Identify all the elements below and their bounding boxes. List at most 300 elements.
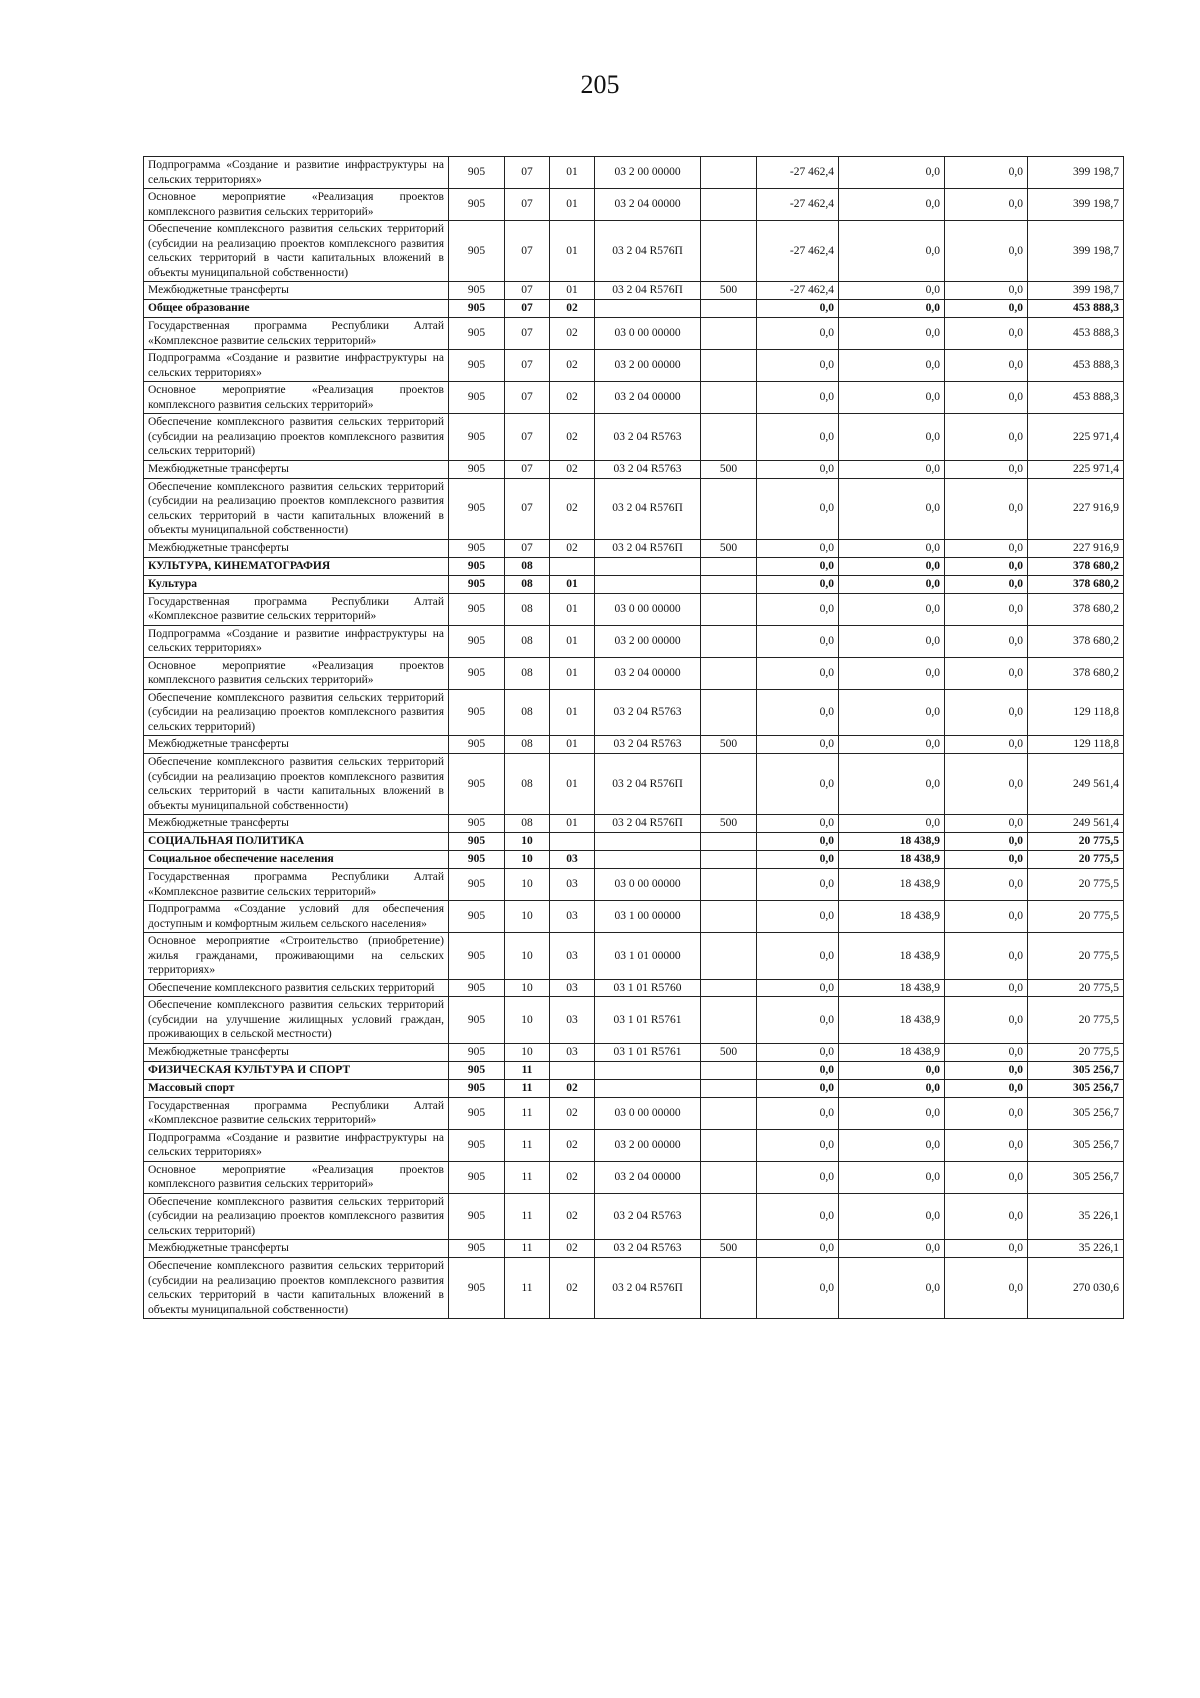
row-expense-type	[701, 478, 757, 539]
table-row	[144, 157, 1124, 189]
row-amount-2: 18 438,9	[839, 979, 945, 997]
row-amount-2: 0,0	[839, 557, 945, 575]
row-section-code: 08	[505, 625, 550, 657]
row-amount-2: 18 438,9	[839, 851, 945, 869]
row-target-code: 03 1 01 R5761	[595, 1043, 701, 1061]
row-subsection-code: 01	[550, 736, 595, 754]
row-target-code: 03 2 04 R5763	[595, 689, 701, 736]
row-amount-3: 0,0	[945, 901, 1028, 933]
row-ved-code: 905	[449, 478, 505, 539]
row-amount-4: 227 916,9	[1028, 539, 1124, 557]
row-amount-2: 18 438,9	[839, 933, 945, 980]
row-expense-type	[701, 851, 757, 869]
row-section-code: 11	[505, 1061, 550, 1079]
row-subsection-code: 03	[550, 997, 595, 1044]
row-ved-code: 905	[449, 851, 505, 869]
row-amount-4: 305 256,7	[1028, 1061, 1124, 1079]
row-section-code: 10	[505, 979, 550, 997]
row-amount-2: 0,0	[839, 1258, 945, 1319]
table-row	[144, 1043, 1124, 1061]
row-ved-code: 905	[449, 1258, 505, 1319]
row-name: Культура	[144, 575, 449, 593]
row-amount-4: 270 030,6	[1028, 1258, 1124, 1319]
row-subsection-code: 02	[550, 414, 595, 461]
row-target-code: 03 2 04 R576П	[595, 478, 701, 539]
row-amount-4: 305 256,7	[1028, 1097, 1124, 1129]
row-ved-code: 905	[449, 575, 505, 593]
row-target-code: 03 2 04 00000	[595, 382, 701, 414]
row-section-code: 11	[505, 1258, 550, 1319]
row-amount-1: 0,0	[757, 575, 839, 593]
row-amount-3: 0,0	[945, 736, 1028, 754]
row-subsection-code: 01	[550, 689, 595, 736]
table-row	[144, 754, 1124, 815]
row-name: Подпрограмма «Создание и развитие инфраструктуры на сельских территориях»	[144, 350, 449, 382]
row-expense-type	[701, 1129, 757, 1161]
row-name: Социальное обеспечение населения	[144, 851, 449, 869]
row-name: Общее образование	[144, 300, 449, 318]
table-row	[144, 1193, 1124, 1240]
row-subsection-code: 01	[550, 157, 595, 189]
table-row	[144, 869, 1124, 901]
row-section-code: 07	[505, 350, 550, 382]
row-amount-1: 0,0	[757, 1079, 839, 1097]
row-ved-code: 905	[449, 282, 505, 300]
row-name: Обеспечение комплексного развития сельских территорий	[144, 979, 449, 997]
table-row	[144, 350, 1124, 382]
row-name: Основное мероприятие «Реализация проектов комплексного развития сельских территорий»	[144, 657, 449, 689]
table-row	[144, 815, 1124, 833]
row-ved-code: 905	[449, 1161, 505, 1193]
row-subsection-code: 02	[550, 350, 595, 382]
table-row	[144, 1079, 1124, 1097]
row-amount-4: 453 888,3	[1028, 318, 1124, 350]
row-expense-type	[701, 350, 757, 382]
table-row	[144, 539, 1124, 557]
row-expense-type	[701, 1258, 757, 1319]
row-name: Межбюджетные трансферты	[144, 282, 449, 300]
row-amount-2: 0,0	[839, 1079, 945, 1097]
row-amount-4: 305 256,7	[1028, 1079, 1124, 1097]
row-expense-type	[701, 754, 757, 815]
row-section-code: 07	[505, 414, 550, 461]
row-subsection-code: 01	[550, 815, 595, 833]
row-subsection-code: 02	[550, 1258, 595, 1319]
row-section-code: 08	[505, 689, 550, 736]
row-ved-code: 905	[449, 979, 505, 997]
row-amount-2: 0,0	[839, 1193, 945, 1240]
row-amount-3: 0,0	[945, 414, 1028, 461]
row-subsection-code: 03	[550, 979, 595, 997]
row-amount-4: 378 680,2	[1028, 657, 1124, 689]
row-expense-type	[701, 1161, 757, 1193]
row-amount-1: 0,0	[757, 869, 839, 901]
row-subsection-code: 02	[550, 1097, 595, 1129]
row-amount-4: 20 775,5	[1028, 869, 1124, 901]
row-section-code: 07	[505, 189, 550, 221]
row-amount-2: 0,0	[839, 414, 945, 461]
row-amount-1: 0,0	[757, 1061, 839, 1079]
row-amount-4: 129 118,8	[1028, 736, 1124, 754]
row-amount-4: 305 256,7	[1028, 1161, 1124, 1193]
row-expense-type: 500	[701, 815, 757, 833]
row-name: Межбюджетные трансферты	[144, 1043, 449, 1061]
row-amount-1: 0,0	[757, 1193, 839, 1240]
row-amount-3: 0,0	[945, 657, 1028, 689]
row-name: Подпрограмма «Создание и развитие инфраструктуры на сельских территориях»	[144, 625, 449, 657]
row-name: Подпрограмма «Создание и развитие инфраструктуры на сельских территориях»	[144, 1129, 449, 1161]
row-target-code: 03 2 04 R5763	[595, 1193, 701, 1240]
row-section-code: 10	[505, 997, 550, 1044]
row-ved-code: 905	[449, 869, 505, 901]
row-expense-type: 500	[701, 1043, 757, 1061]
row-amount-2: 18 438,9	[839, 833, 945, 851]
row-subsection-code: 03	[550, 869, 595, 901]
table-row	[144, 1258, 1124, 1319]
row-section-code: 08	[505, 736, 550, 754]
row-target-code: 03 2 04 00000	[595, 189, 701, 221]
row-amount-3: 0,0	[945, 1061, 1028, 1079]
row-amount-1: 0,0	[757, 979, 839, 997]
row-amount-2: 0,0	[839, 689, 945, 736]
row-expense-type	[701, 414, 757, 461]
row-amount-4: 453 888,3	[1028, 300, 1124, 318]
row-expense-type	[701, 979, 757, 997]
table-row	[144, 460, 1124, 478]
row-amount-4: 20 775,5	[1028, 933, 1124, 980]
row-target-code	[595, 1079, 701, 1097]
row-section-code: 08	[505, 657, 550, 689]
row-section-code: 07	[505, 157, 550, 189]
row-name: КУЛЬТУРА, КИНЕМАТОГРАФИЯ	[144, 557, 449, 575]
row-amount-1: 0,0	[757, 997, 839, 1044]
row-amount-3: 0,0	[945, 350, 1028, 382]
row-amount-3: 0,0	[945, 1043, 1028, 1061]
row-amount-4: 227 916,9	[1028, 478, 1124, 539]
row-amount-2: 0,0	[839, 539, 945, 557]
row-section-code: 10	[505, 869, 550, 901]
row-amount-2: 0,0	[839, 318, 945, 350]
row-target-code: 03 2 04 00000	[595, 1161, 701, 1193]
row-subsection-code: 01	[550, 754, 595, 815]
row-amount-4: 378 680,2	[1028, 557, 1124, 575]
row-amount-3: 0,0	[945, 1193, 1028, 1240]
row-amount-3: 0,0	[945, 157, 1028, 189]
row-amount-4: 378 680,2	[1028, 625, 1124, 657]
row-amount-1: 0,0	[757, 1240, 839, 1258]
row-target-code: 03 2 00 00000	[595, 350, 701, 382]
row-expense-type: 500	[701, 1240, 757, 1258]
row-amount-1: 0,0	[757, 350, 839, 382]
row-amount-4: 20 775,5	[1028, 997, 1124, 1044]
row-expense-type	[701, 593, 757, 625]
row-expense-type: 500	[701, 539, 757, 557]
row-expense-type	[701, 157, 757, 189]
row-ved-code: 905	[449, 625, 505, 657]
row-section-code: 11	[505, 1161, 550, 1193]
row-target-code: 03 1 01 R5761	[595, 997, 701, 1044]
row-amount-1: 0,0	[757, 593, 839, 625]
row-amount-1: 0,0	[757, 300, 839, 318]
row-subsection-code: 02	[550, 539, 595, 557]
table-row	[144, 689, 1124, 736]
row-amount-4: 399 198,7	[1028, 157, 1124, 189]
row-subsection-code: 02	[550, 1161, 595, 1193]
row-amount-2: 0,0	[839, 189, 945, 221]
row-amount-4: 35 226,1	[1028, 1193, 1124, 1240]
row-name: СОЦИАЛЬНАЯ ПОЛИТИКА	[144, 833, 449, 851]
row-target-code: 03 2 04 R576П	[595, 754, 701, 815]
table-row	[144, 657, 1124, 689]
row-expense-type	[701, 1097, 757, 1129]
table-row	[144, 933, 1124, 980]
row-amount-2: 0,0	[839, 300, 945, 318]
row-name: Межбюджетные трансферты	[144, 1240, 449, 1258]
row-amount-3: 0,0	[945, 189, 1028, 221]
row-target-code: 03 2 00 00000	[595, 157, 701, 189]
row-amount-1: 0,0	[757, 833, 839, 851]
row-section-code: 10	[505, 933, 550, 980]
row-target-code: 03 2 04 R5763	[595, 414, 701, 461]
row-amount-2: 0,0	[839, 736, 945, 754]
row-ved-code: 905	[449, 1129, 505, 1161]
row-subsection-code	[550, 833, 595, 851]
row-amount-2: 18 438,9	[839, 997, 945, 1044]
row-target-code: 03 2 04 R576П	[595, 221, 701, 282]
row-amount-1: -27 462,4	[757, 157, 839, 189]
table-row	[144, 282, 1124, 300]
row-section-code: 07	[505, 300, 550, 318]
table-row	[144, 1129, 1124, 1161]
row-section-code: 11	[505, 1129, 550, 1161]
row-section-code: 08	[505, 815, 550, 833]
row-target-code	[595, 1061, 701, 1079]
table-row	[144, 478, 1124, 539]
row-ved-code: 905	[449, 300, 505, 318]
table-row	[144, 318, 1124, 350]
row-target-code	[595, 851, 701, 869]
row-expense-type: 500	[701, 282, 757, 300]
row-name: Массовый спорт	[144, 1079, 449, 1097]
row-target-code	[595, 300, 701, 318]
row-subsection-code: 01	[550, 657, 595, 689]
row-amount-3: 0,0	[945, 593, 1028, 625]
row-expense-type	[701, 189, 757, 221]
row-name: Обеспечение комплексного развития сельских территорий (субсидии на реализацию проектов комплексного развития сельских территорий)	[144, 1193, 449, 1240]
row-subsection-code: 02	[550, 1193, 595, 1240]
row-amount-4: 305 256,7	[1028, 1129, 1124, 1161]
row-amount-2: 0,0	[839, 221, 945, 282]
row-amount-3: 0,0	[945, 539, 1028, 557]
row-subsection-code: 02	[550, 382, 595, 414]
row-amount-1: 0,0	[757, 318, 839, 350]
row-amount-1: 0,0	[757, 1043, 839, 1061]
row-expense-type	[701, 382, 757, 414]
row-ved-code: 905	[449, 689, 505, 736]
table-row	[144, 901, 1124, 933]
row-amount-1: 0,0	[757, 901, 839, 933]
row-ved-code: 905	[449, 1043, 505, 1061]
row-expense-type: 500	[701, 736, 757, 754]
row-amount-1: 0,0	[757, 1161, 839, 1193]
row-ved-code: 905	[449, 997, 505, 1044]
row-ved-code: 905	[449, 1097, 505, 1129]
row-subsection-code: 02	[550, 1079, 595, 1097]
row-amount-1: 0,0	[757, 1097, 839, 1129]
row-amount-1: 0,0	[757, 689, 839, 736]
row-expense-type	[701, 1061, 757, 1079]
row-amount-1: 0,0	[757, 851, 839, 869]
row-subsection-code: 03	[550, 851, 595, 869]
row-amount-3: 0,0	[945, 997, 1028, 1044]
row-name: Межбюджетные трансферты	[144, 539, 449, 557]
row-section-code: 07	[505, 318, 550, 350]
row-ved-code: 905	[449, 382, 505, 414]
row-amount-3: 0,0	[945, 575, 1028, 593]
table-row	[144, 221, 1124, 282]
row-name: Межбюджетные трансферты	[144, 460, 449, 478]
row-section-code: 11	[505, 1097, 550, 1129]
row-name: Межбюджетные трансферты	[144, 815, 449, 833]
row-amount-3: 0,0	[945, 979, 1028, 997]
row-amount-2: 0,0	[839, 157, 945, 189]
table-row	[144, 189, 1124, 221]
row-target-code: 03 2 04 R576П	[595, 539, 701, 557]
row-amount-4: 20 775,5	[1028, 833, 1124, 851]
row-expense-type	[701, 901, 757, 933]
row-amount-3: 0,0	[945, 318, 1028, 350]
row-amount-4: 20 775,5	[1028, 979, 1124, 997]
page-number: 205	[580, 70, 620, 99]
row-subsection-code: 03	[550, 933, 595, 980]
row-amount-1: 0,0	[757, 460, 839, 478]
row-amount-4: 225 971,4	[1028, 414, 1124, 461]
row-amount-4: 378 680,2	[1028, 575, 1124, 593]
row-section-code: 08	[505, 754, 550, 815]
row-subsection-code: 03	[550, 1043, 595, 1061]
row-amount-3: 0,0	[945, 815, 1028, 833]
row-target-code: 03 0 00 00000	[595, 593, 701, 625]
row-amount-1: -27 462,4	[757, 282, 839, 300]
row-target-code: 03 2 04 R576П	[595, 1258, 701, 1319]
row-ved-code: 905	[449, 318, 505, 350]
row-amount-2: 0,0	[839, 1097, 945, 1129]
row-target-code: 03 2 04 R576П	[595, 815, 701, 833]
row-amount-3: 0,0	[945, 933, 1028, 980]
row-subsection-code: 01	[550, 625, 595, 657]
row-amount-2: 0,0	[839, 575, 945, 593]
row-amount-2: 18 438,9	[839, 901, 945, 933]
row-name: Основное мероприятие «Строительство (приобретение) жилья гражданами, проживающими на сельских территориях»	[144, 933, 449, 980]
row-amount-4: 399 198,7	[1028, 189, 1124, 221]
row-section-code: 07	[505, 282, 550, 300]
row-amount-3: 0,0	[945, 625, 1028, 657]
row-target-code: 03 2 00 00000	[595, 625, 701, 657]
row-expense-type	[701, 1079, 757, 1097]
row-subsection-code	[550, 1061, 595, 1079]
row-amount-3: 0,0	[945, 869, 1028, 901]
row-amount-4: 20 775,5	[1028, 901, 1124, 933]
row-section-code: 10	[505, 1043, 550, 1061]
row-amount-2: 0,0	[839, 625, 945, 657]
row-target-code: 03 2 04 00000	[595, 657, 701, 689]
row-amount-1: 0,0	[757, 1129, 839, 1161]
table-row	[144, 851, 1124, 869]
row-amount-4: 378 680,2	[1028, 593, 1124, 625]
row-amount-2: 0,0	[839, 1129, 945, 1161]
row-expense-type	[701, 933, 757, 980]
table-row	[144, 557, 1124, 575]
row-amount-3: 0,0	[945, 1079, 1028, 1097]
row-name: Обеспечение комплексного развития сельских территорий (субсидии на улучшение жилищных условий граждан, проживающих в сельской местности)	[144, 997, 449, 1044]
row-amount-3: 0,0	[945, 1129, 1028, 1161]
row-amount-1: 0,0	[757, 657, 839, 689]
row-name: ФИЗИЧЕСКАЯ КУЛЬТУРА И СПОРТ	[144, 1061, 449, 1079]
row-section-code: 11	[505, 1079, 550, 1097]
row-expense-type	[701, 318, 757, 350]
row-ved-code: 905	[449, 460, 505, 478]
row-amount-2: 0,0	[839, 657, 945, 689]
row-amount-4: 20 775,5	[1028, 851, 1124, 869]
row-amount-2: 18 438,9	[839, 1043, 945, 1061]
row-ved-code: 905	[449, 350, 505, 382]
row-name: Основное мероприятие «Реализация проектов комплексного развития сельских территорий»	[144, 382, 449, 414]
row-amount-4: 399 198,7	[1028, 282, 1124, 300]
row-ved-code: 905	[449, 539, 505, 557]
row-amount-3: 0,0	[945, 300, 1028, 318]
row-expense-type	[701, 300, 757, 318]
row-target-code	[595, 575, 701, 593]
row-expense-type	[701, 869, 757, 901]
table-body	[144, 157, 1124, 1319]
row-name: Государственная программа Республики Алтай «Комплексное развитие сельских территорий»	[144, 593, 449, 625]
row-name: Государственная программа Республики Алтай «Комплексное развитие сельских территорий»	[144, 1097, 449, 1129]
row-section-code: 10	[505, 851, 550, 869]
row-amount-4: 20 775,5	[1028, 1043, 1124, 1061]
row-ved-code: 905	[449, 1061, 505, 1079]
row-amount-4: 453 888,3	[1028, 382, 1124, 414]
row-subsection-code: 01	[550, 593, 595, 625]
row-amount-4: 225 971,4	[1028, 460, 1124, 478]
row-section-code: 11	[505, 1240, 550, 1258]
row-section-code: 11	[505, 1193, 550, 1240]
row-amount-2: 0,0	[839, 1061, 945, 1079]
row-name: Государственная программа Республики Алтай «Комплексное развитие сельских территорий»	[144, 318, 449, 350]
row-ved-code: 905	[449, 221, 505, 282]
row-ved-code: 905	[449, 157, 505, 189]
row-amount-2: 0,0	[839, 282, 945, 300]
row-subsection-code: 01	[550, 282, 595, 300]
row-subsection-code: 02	[550, 478, 595, 539]
row-name: Основное мероприятие «Реализация проектов комплексного развития сельских территорий»	[144, 1161, 449, 1193]
row-amount-4: 249 561,4	[1028, 815, 1124, 833]
row-target-code: 03 1 00 00000	[595, 901, 701, 933]
row-amount-3: 0,0	[945, 282, 1028, 300]
row-ved-code: 905	[449, 557, 505, 575]
row-target-code: 03 2 04 R5763	[595, 736, 701, 754]
row-target-code	[595, 833, 701, 851]
row-name: Обеспечение комплексного развития сельских территорий (субсидии на реализацию проектов комплексного развития сельских территорий в части капитальных вложений в объекты муниципальной собственности)	[144, 221, 449, 282]
row-ved-code: 905	[449, 1240, 505, 1258]
row-target-code: 03 0 00 00000	[595, 318, 701, 350]
table-row	[144, 300, 1124, 318]
row-ved-code: 905	[449, 657, 505, 689]
row-target-code: 03 1 01 00000	[595, 933, 701, 980]
row-amount-1: 0,0	[757, 539, 839, 557]
row-amount-1: 0,0	[757, 736, 839, 754]
row-amount-3: 0,0	[945, 460, 1028, 478]
row-expense-type	[701, 657, 757, 689]
